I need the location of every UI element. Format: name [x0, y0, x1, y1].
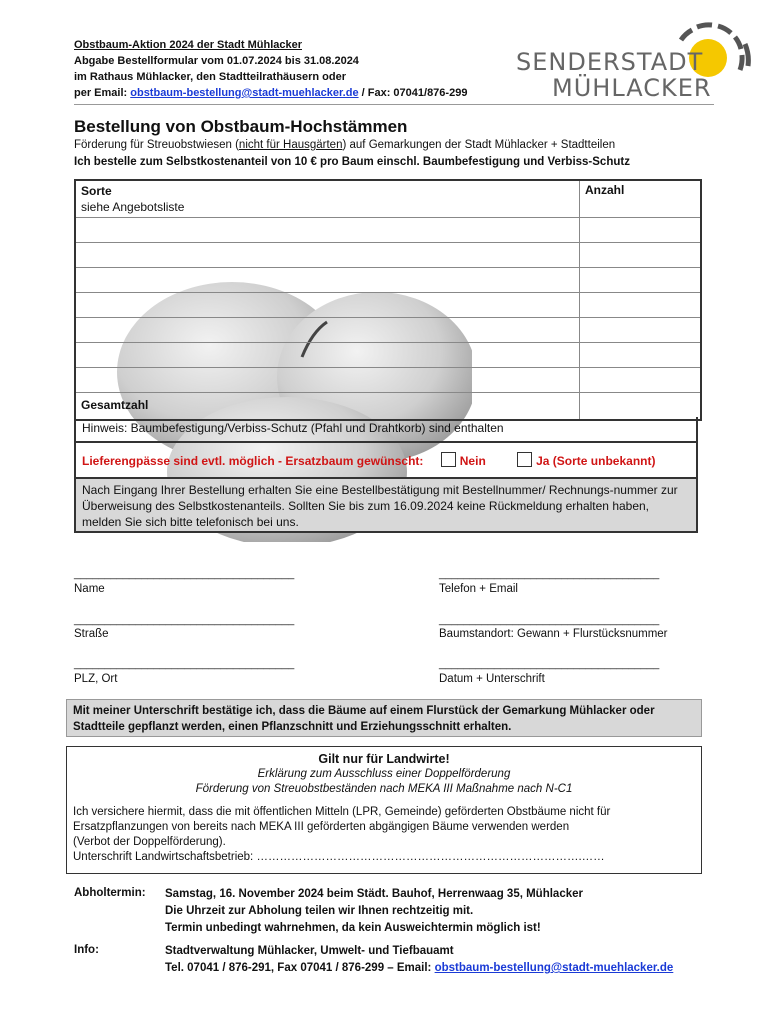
- date-label: Datum + Unterschrift: [439, 673, 545, 685]
- header-fax: / Fax: 07041/876-299: [358, 87, 468, 99]
- table-row: [76, 318, 700, 343]
- location-line[interactable]: ____________________________________: [439, 614, 660, 626]
- variety-cell[interactable]: [76, 268, 580, 292]
- variety-cell[interactable]: [76, 293, 580, 317]
- variety-cell[interactable]: [76, 243, 580, 267]
- subtitle-part-a: Förderung für Streuobstwiesen (: [74, 139, 239, 151]
- info-phone-fax: Tel. 07041 / 876-291, Fax 07041 / 876-299 – Email:: [165, 962, 435, 974]
- total-row: [76, 393, 700, 419]
- info-line-1: Stadtverwaltung Mühlacker, Umwelt- und Tiefbauamt: [165, 945, 454, 957]
- subtitle-price: Ich bestelle zum Selbstkostenanteil von 10 € pro Baum einschl. Baumbefestigung und Verbiss-Schutz: [74, 156, 630, 168]
- quantity-cell[interactable]: [580, 318, 700, 342]
- farmers-body-1: Ich versichere hiermit, dass die mit öffentlichen Mitteln (LPR, Gemeinde) geförderten Obstbäume nicht für: [73, 806, 611, 818]
- pickup-line-2: Die Uhrzeit zur Abholung teilen wir Ihnen rechtzeitig mit.: [165, 905, 474, 917]
- city-line[interactable]: ____________________________________: [74, 658, 295, 670]
- farmers-body-2: Ersatzpflanzungen von bereits nach MEKA III geförderten abgängigen Bäume verwenden werden: [73, 821, 570, 833]
- phone-line[interactable]: ____________________________________: [439, 568, 660, 580]
- header-title: Obstbaum-Aktion 2024 der Stadt Mühlacker: [74, 39, 302, 51]
- city-label: PLZ, Ort: [74, 673, 118, 685]
- column-header-variety: Sorte: [81, 184, 112, 198]
- option-no-label: Nein: [459, 454, 486, 468]
- farmers-subtitle-2: Förderung von Streuobstbeständen nach MEKA III Maßnahme nach N-C1: [195, 783, 573, 795]
- info-email-link[interactable]: obstbaum-bestellung@stadt-muehlacker.de: [434, 962, 674, 974]
- total-quantity-cell[interactable]: [580, 393, 700, 419]
- phone-label: Telefon + Email: [439, 583, 518, 595]
- subtitle-part-b: ) auf Gemarkungen der Stadt Mühlacker + Stadtteilen: [342, 139, 616, 151]
- signature-confirmation: Mit meiner Unterschrift bestätige ich, dass die Bäume auf einem Flurstück der Gemarkung Mühlacker oder Stadtteile gepflanzt werden, einen Pflanzschnitt und Erziehungsschnitt erhalten.: [66, 699, 702, 737]
- date-line[interactable]: ____________________________________: [439, 658, 660, 670]
- pickup-line-3: Termin unbedingt wahrnehmen, da kein Ausweichtermin möglich ist!: [165, 922, 541, 934]
- variety-cell[interactable]: [76, 368, 580, 392]
- pickup-line-1: Samstag, 16. November 2024 beim Städt. Bauhof, Herrenwaag 35, Mühlacker: [165, 888, 583, 900]
- farmers-declaration-box: [66, 746, 702, 874]
- hint-text: Hinweis: Baumbefestigung/Verbiss-Schutz (Pfahl und Drahtkorb) sind enthalten: [74, 417, 698, 443]
- checkbox-yes[interactable]: [517, 452, 532, 467]
- supply-warning: Lieferengpässe sind evtl. möglich - Ersatzbaum gewünscht:: [82, 454, 424, 468]
- header-period: Abgabe Bestellformular vom 01.07.2024 bis 31.08.2024: [74, 55, 359, 67]
- logo-line-2: MÜHLACKER: [552, 74, 712, 102]
- variety-cell[interactable]: [76, 318, 580, 342]
- header-contact: [74, 85, 467, 102]
- quantity-cell[interactable]: [580, 243, 700, 267]
- name-label: Name: [74, 583, 105, 595]
- pickup-details: [165, 886, 583, 937]
- header-email-prefix: per Email:: [74, 87, 131, 99]
- quantity-cell[interactable]: [580, 293, 700, 317]
- farmers-body-3: (Verbot der Doppelförderung).: [73, 836, 226, 848]
- street-label: Straße: [74, 628, 109, 640]
- subtitle-funding: [74, 139, 615, 151]
- farmers-signature-line[interactable]: Unterschrift Landwirtschaftsbetrieb: ………………………………………………………………………….……: [73, 851, 605, 863]
- replacement-tree-row: [74, 443, 698, 479]
- street-line[interactable]: ____________________________________: [74, 614, 295, 626]
- header-locations: im Rathaus Mühlacker, den Stadtteilrathäusern oder: [74, 71, 347, 83]
- variety-cell[interactable]: [76, 343, 580, 367]
- info-details: [165, 943, 673, 977]
- page-title: Bestellung von Obstbaum-Hochstämmen: [74, 117, 408, 136]
- table-row: [76, 218, 700, 243]
- total-label: Gesamtzahl: [76, 393, 580, 419]
- table-row: [76, 343, 700, 368]
- option-no[interactable]: [441, 454, 486, 468]
- farmers-subtitle-1: Erklärung zum Ausschluss einer Doppelförderung: [257, 768, 511, 780]
- table-row: [76, 293, 700, 318]
- option-yes-label: Ja (Sorte unbekannt): [536, 454, 656, 468]
- info-line-2: [165, 960, 673, 977]
- city-logo: [516, 18, 752, 108]
- logo-line-1: SENDERSTADT: [516, 48, 704, 76]
- option-yes[interactable]: [517, 454, 655, 468]
- quantity-cell[interactable]: [580, 343, 700, 367]
- table-header-row: [76, 181, 700, 218]
- info-label: Info:: [74, 944, 99, 956]
- header-email-link[interactable]: obstbaum-bestellung@stadt-muehlacker.de: [130, 87, 359, 99]
- pickup-label: Abholtermin:: [74, 887, 146, 899]
- quantity-cell[interactable]: [580, 368, 700, 392]
- table-row: [76, 368, 700, 393]
- quantity-cell[interactable]: [580, 268, 700, 292]
- header-divider: [74, 104, 714, 105]
- subtitle-underlined: nicht für Hausgärten: [238, 139, 343, 151]
- name-line[interactable]: ____________________________________: [74, 568, 295, 580]
- variety-cell[interactable]: [76, 218, 580, 242]
- order-confirmation-notice: Nach Eingang Ihrer Bestellung erhalten Sie eine Bestellbestätigung mit Bestellnummer/ Rechnungs-nummer zur Überweisung des Selbstkostenanteils. Sollten Sie bis zum 16.09.2024 keine Rückmeldung erhalten haben, melden Sie sich bitte telefonisch bei uns.: [74, 479, 698, 533]
- farmers-title: Gilt nur für Landwirte!: [318, 752, 450, 766]
- table-row: [76, 243, 700, 268]
- column-hint-variety: siehe Angebotsliste: [81, 200, 185, 214]
- order-table: [74, 179, 702, 421]
- table-row: [76, 268, 700, 293]
- checkbox-no[interactable]: [441, 452, 456, 467]
- column-header-quantity: Anzahl: [585, 183, 625, 197]
- quantity-cell[interactable]: [580, 218, 700, 242]
- location-label: Baumstandort: Gewann + Flurstücksnummer: [439, 628, 668, 640]
